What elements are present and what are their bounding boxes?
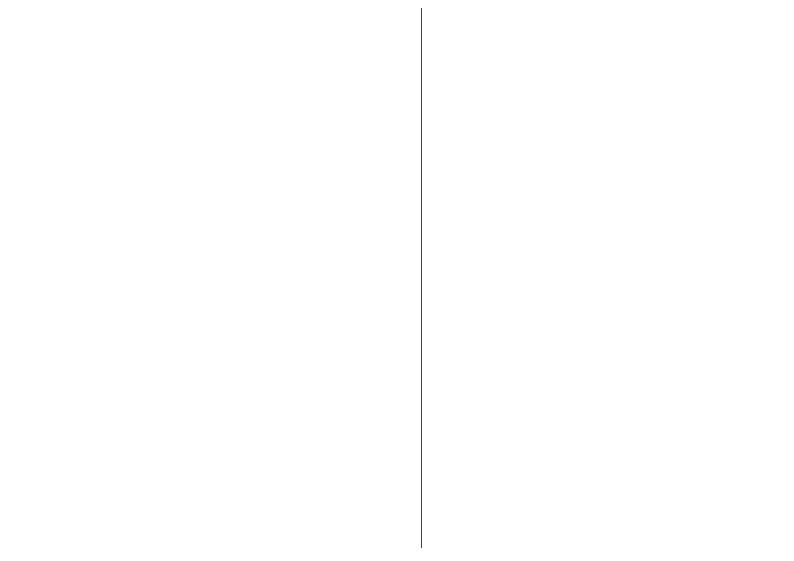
right-column (420, 0, 794, 561)
